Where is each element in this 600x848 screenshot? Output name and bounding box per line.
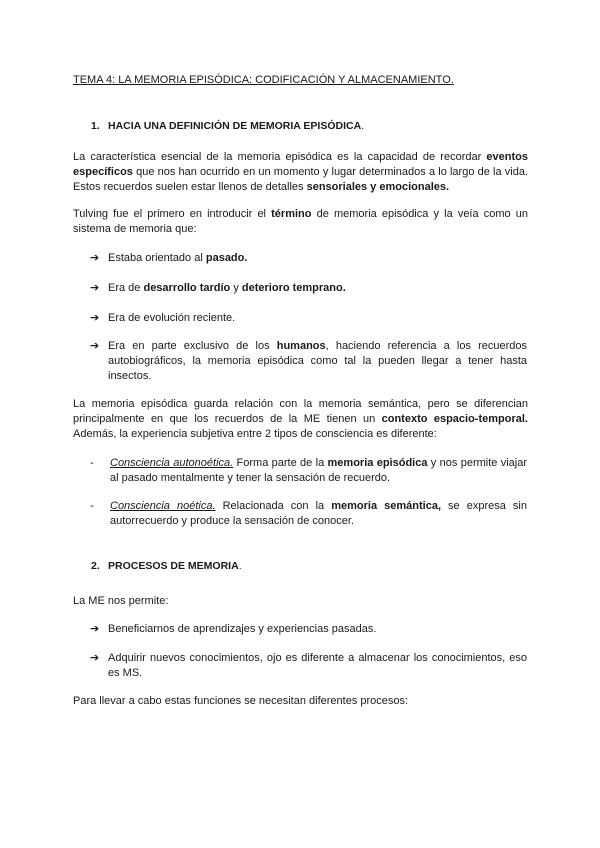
text-span: Era en parte exclusivo de los: [108, 340, 277, 352]
dash-bullet: -: [90, 457, 94, 469]
text-span: Estaba orientado al: [108, 252, 206, 264]
list-item: [90, 311, 527, 326]
text-span: Era de: [108, 282, 144, 294]
list-item: [90, 622, 527, 637]
text-span: Tulving fue el primero en introducir el: [73, 208, 272, 220]
underlined-term: Consciencia noética.: [110, 500, 216, 512]
list-item-text: Beneficiarnos de aprendizajes y experiencias pasadas.: [108, 623, 377, 635]
text-span: que nos han ocurrido en un momento y lugar determinados a lo largo de la vida. Estos recuerdos suelen estar llenos de detalles: [73, 166, 528, 193]
bold-span: humanos: [276, 340, 326, 352]
bold-span: contexto espacio-temporal.: [381, 413, 528, 425]
bold-span: deterioro temprano.: [241, 282, 346, 294]
list-item: [90, 339, 527, 384]
arrow-bullet-icon: ➔: [90, 282, 100, 294]
arrow-bullet-icon: ➔: [90, 340, 100, 352]
paragraph-processes: Para llevar a cabo estas funciones se necesitan diferentes procesos:: [73, 695, 409, 707]
text-span: , haciendo referencia a los recuerdos autobiográficos, la memoria episódica como tal la pueden llegar a tener hasta insectos.: [108, 340, 527, 382]
list-item: [90, 251, 527, 266]
list-item: [90, 651, 527, 681]
list-item: [90, 281, 527, 296]
paragraph-semantic-comparison: [73, 397, 528, 442]
section-1-number: 1.: [91, 120, 100, 132]
arrow-bullet-icon: ➔: [90, 312, 100, 324]
bold-span: desarrollo tardío: [143, 282, 231, 294]
bold-span: pasado.: [205, 252, 248, 264]
section-2-title: PROCESOS DE MEMORIA: [108, 560, 239, 572]
paragraph-intro: [73, 150, 528, 195]
dash-bullet: -: [90, 500, 94, 512]
underlined-term: Consciencia autonoética.: [110, 457, 234, 469]
section-1-title: HACIA UNA DEFINICIÓN DE MEMORIA EPISÓDICA: [108, 120, 362, 132]
text-span: Forma parte de la: [233, 457, 328, 469]
list-item-text: Adquirir nuevos conocimientos, ojo es diferente a almacenar los conocimientos, eso es MS.: [108, 652, 527, 679]
text-span: y nos permite viajar al pasado mentalmente y tener la sensación de recuerdo.: [110, 457, 528, 484]
text-span: La característica esencial de la memoria episódica es la capacidad de recordar: [73, 151, 487, 163]
text-span: Relacionada con la: [215, 500, 332, 512]
list-item: [90, 499, 527, 529]
bold-span: eventos específicos: [73, 151, 528, 178]
text-span: La memoria episódica guarda relación con la memoria semántica, pero se diferencian principalmente en que los recuerdos de la ME tienen un: [73, 398, 528, 425]
section-1-heading: [91, 119, 521, 134]
text-span: se expresa sin autorrecuerdo y produce la sensación de conocer.: [110, 500, 527, 527]
bold-span: memoria semántica,: [331, 500, 441, 512]
arrow-bullet-icon: ➔: [90, 652, 100, 664]
bold-span: sensoriales y emocionales.: [306, 181, 450, 193]
bold-span: término: [271, 208, 312, 220]
list-item-text: Era de evolución reciente.: [108, 312, 236, 324]
arrow-bullet-icon: ➔: [90, 252, 100, 264]
paragraph-tulving: [73, 207, 528, 237]
list-item: [90, 456, 527, 486]
text-span: Además, la experiencia subjetiva entre 2 tipos de consciencia es diferente:: [73, 428, 437, 440]
arrow-bullet-icon: ➔: [90, 623, 100, 635]
bold-span: memoria episódica: [327, 457, 428, 469]
text-span: de memoria episódica y la veía como un sistema de memoria que:: [73, 208, 529, 235]
section-1-period: .: [361, 120, 365, 132]
text-span: y: [230, 282, 242, 294]
document-title: TEMA 4: LA MEMORIA EPISÓDICA: CODIFICACIÓN Y ALMACENAMIENTO.: [73, 74, 454, 86]
section-2-number: 2.: [91, 560, 100, 572]
section-2-heading: [91, 559, 521, 574]
paragraph-me-permits: La ME nos permite:: [73, 595, 169, 607]
section-2-period: .: [238, 560, 242, 572]
